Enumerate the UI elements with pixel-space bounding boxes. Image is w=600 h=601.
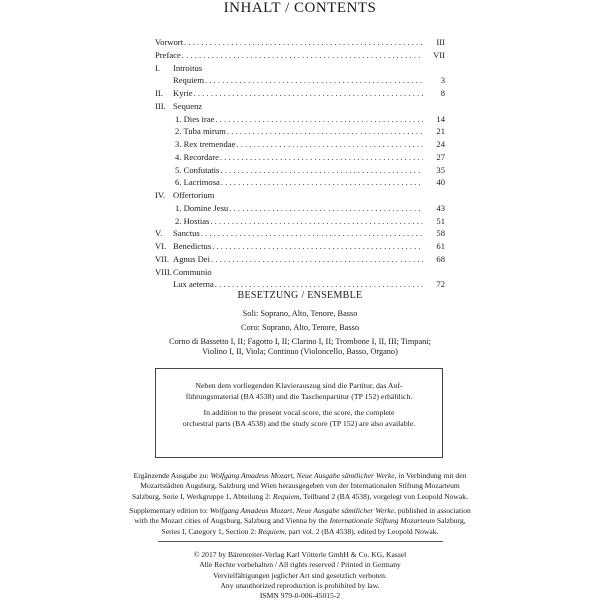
toc-page-number: 24: [436, 139, 445, 149]
notice-german: [166, 381, 432, 402]
toc-page-number: VII: [433, 49, 445, 60]
toc-entry: [175, 151, 445, 164]
toc-row: [155, 227, 445, 240]
toc-row: [155, 74, 445, 87]
supp-de-a-rest: , in Verbindung mit den: [394, 471, 467, 480]
toc-row: [155, 36, 445, 49]
toc-entry: [175, 138, 445, 151]
toc-roman-numeral: V.: [155, 228, 163, 239]
toc-page-number: 61: [436, 241, 445, 251]
toc-entry-title: 6. Lacrimosa: [175, 177, 220, 188]
toc-leader-dots: [236, 138, 423, 151]
toc-section-heading: Introitus: [173, 62, 203, 73]
ensemble-coro: Coro: Soprano, Alto, Tenore, Basso: [241, 323, 359, 332]
toc-row: [155, 151, 445, 164]
reproduction-notice-de: Vervielfältigungen jeglicher Art sind gesetzlich verboten.: [213, 570, 387, 580]
toc-leader-dots: [211, 253, 423, 266]
toc-leader-dots: [210, 215, 423, 228]
toc-page-number: 43: [436, 202, 445, 213]
toc-leader-dots: [220, 151, 423, 164]
toc-roman-numeral: I.: [155, 62, 161, 73]
toc-page-number: 51: [436, 215, 445, 226]
supp-en-a: Supplementary edition to:: [129, 506, 210, 515]
supp-en-b-rest: Salzburg,: [435, 516, 466, 526]
copyright-block: [0, 550, 600, 601]
toc-entry-title: Benedictus: [173, 241, 212, 251]
ismn: ISMN 979-0-006-45015-2: [259, 591, 341, 601]
toc-entry: [173, 87, 445, 100]
toc-roman-numeral: III.: [155, 100, 166, 111]
toc-row: [155, 87, 445, 100]
toc-page-number: 68: [436, 253, 445, 264]
toc-leader-dots: [227, 125, 423, 138]
toc-row: [155, 100, 445, 113]
supp-de-c-rest: , Teilband 2 (BA 4538), vorgelegt von Leopold Nowak.: [299, 491, 468, 501]
supp-de-a-em: Wolfgang Amadeus Mozart, Neue Ausgabe sämtlicher Werke: [210, 471, 395, 480]
toc-page-number: 14: [436, 113, 445, 124]
toc-row: [155, 266, 445, 279]
toc-page-number: 8: [440, 88, 445, 98]
toc-entry-title: 1. Domine Jesu: [175, 202, 229, 213]
page-title: INHALT / CONTENTS: [223, 0, 377, 16]
toc-roman-numeral: VII.: [155, 253, 170, 264]
toc-entry: [175, 125, 445, 138]
availability-notice: [155, 368, 443, 458]
notice-english-line2: orchestral parts (BA 4538) and the study score (TP 152) are also available.: [182, 418, 416, 428]
toc-entry-title: 2. Hostias: [175, 215, 210, 226]
toc-leader-dots: [201, 227, 423, 240]
ensemble-instruments-line2: Violino I, II, Viola; Continuo (Violoncello, Basso, Organo): [202, 347, 398, 356]
supp-de-c-em: Requiem: [272, 491, 300, 501]
toc-section-heading: Communio: [173, 266, 212, 277]
toc-leader-dots: [184, 36, 423, 49]
toc-page-number: 35: [436, 164, 445, 175]
toc-row: [155, 138, 445, 151]
supp-en-a-rest: , published in association: [394, 506, 471, 515]
toc-entry-title: Sanctus: [173, 228, 200, 239]
toc-row: [155, 215, 445, 228]
toc-page-number: III: [436, 37, 445, 47]
toc-entry-title: Lux aeterna: [173, 279, 214, 290]
toc-row: [155, 49, 445, 62]
supplementary-note-english: [110, 506, 490, 537]
toc-entry-title: 1. Dies irae: [175, 113, 215, 124]
toc-entry-title: Preface: [155, 49, 181, 60]
ensemble-title: BESETZUNG / ENSEMBLE: [237, 290, 363, 301]
toc-roman-numeral: IV.: [155, 190, 166, 200]
supp-en-a-em: Wolfgang Amadeus Mozart, Neue Ausgabe sämtlicher Werke: [209, 506, 395, 515]
toc-entry-title: 4. Recordare: [175, 151, 219, 162]
toc-leader-dots: [220, 164, 423, 177]
toc-entry: [175, 113, 445, 126]
toc-entry: [173, 240, 445, 253]
toc-entry-title: 2. Tuba mirum: [175, 126, 226, 137]
toc-entry-title: 3. Rex tremendae: [175, 139, 236, 149]
toc-entry: [173, 253, 445, 266]
toc-roman-numeral: VIII.: [155, 266, 172, 277]
divider-rule: [158, 541, 443, 542]
ensemble-instruments-line1: Corno di Bassetto I, II; Fagotto I, II; Clarino I, II; Trombone I, II, III; Timpani;: [169, 337, 431, 346]
notice-english: [166, 408, 432, 429]
toc-page-number: 58: [436, 228, 445, 239]
toc-entry: [175, 164, 445, 177]
toc-row: [155, 202, 445, 215]
toc-entry: [173, 227, 445, 240]
toc-section-heading: Offertorium: [173, 190, 215, 200]
toc-page-number: 21: [436, 126, 445, 137]
table-of-contents: [155, 36, 445, 291]
toc-leader-dots: [182, 49, 423, 62]
copyright-line: © 2017 by Bärenreiter-Verlag Karl Vötterle GmbH & Co. KG, Kassel: [193, 550, 407, 559]
supp-en-b-em: Internationale Stiftung Mozarteum: [329, 516, 436, 526]
toc-entry-title: Agnus Dei: [173, 253, 210, 264]
supp-de-a: Ergänzende Ausgabe zu:: [133, 471, 211, 480]
toc-entry: [175, 176, 445, 189]
notice-english-line1: In addition to the present vocal score, the score, the complete: [203, 408, 395, 417]
toc-leader-dots: [194, 87, 423, 100]
toc-entry: [173, 74, 445, 87]
toc-entry: [175, 202, 445, 215]
toc-section-heading: Sequenz: [173, 100, 203, 111]
toc-page-number: 40: [436, 177, 445, 188]
rights-line: Alle Rechte vorbehalten / All rights reserved / Printed in Germany: [199, 560, 401, 570]
toc-leader-dots: [215, 113, 423, 126]
supp-de-b: Mozartstädten Augsburg, Salzburg und Wien herausgegeben von der Internationalen Stiftung Mozarteum: [140, 481, 460, 491]
toc-row: [155, 164, 445, 177]
toc-row: [155, 189, 445, 202]
supp-en-c-em: Requiem: [258, 526, 285, 536]
toc-roman-numeral: VI.: [155, 241, 167, 251]
toc-page-number: 27: [436, 151, 445, 162]
toc-leader-dots: [221, 176, 423, 189]
toc-entry: [175, 215, 445, 228]
toc-row: [155, 113, 445, 126]
toc-row: [155, 176, 445, 189]
toc-row: [155, 125, 445, 138]
supp-en-b-pre: with the Mozart cities of Augsburg, Salzburg and Vienna by the: [134, 516, 330, 526]
toc-leader-dots: [205, 74, 423, 87]
toc-row: [155, 240, 445, 253]
toc-page-number: 72: [436, 279, 445, 290]
supp-de-c: Salzburg, Serie I, Werkgruppe 1, Abteilung 2:: [132, 491, 273, 501]
supp-en-c: Series I, Category 1, Section 2:: [161, 526, 259, 536]
toc-roman-numeral: II.: [155, 88, 163, 98]
toc-leader-dots: [212, 240, 423, 253]
toc-entry-title: Kyrie: [173, 88, 193, 98]
notice-german-line2: führungsmaterial (BA 4538) und die Taschenpartitur (TP 152) erhältlich.: [185, 391, 413, 401]
toc-page-number: 3: [440, 75, 445, 86]
toc-entry: [155, 49, 445, 62]
toc-leader-dots: [229, 202, 423, 215]
toc-row: [155, 253, 445, 266]
ensemble-soli: Soli: Soprano, Alto, Tenore, Basso: [242, 309, 358, 318]
toc-entry-title: 5. Confutatis: [175, 164, 220, 175]
toc-entry: [155, 36, 445, 49]
supp-en-c-rest: , part vol. 2 (BA 4538), edited by Leopold Nowak.: [284, 526, 439, 536]
reproduction-notice-en: Any unauthorized reproduction is prohibited by law.: [220, 580, 380, 590]
toc-entry-title: Vorwort: [155, 37, 184, 47]
toc-entry-title: Requiem: [173, 75, 205, 86]
notice-german-line1: Neben dem vorliegenden Klavierauszug sind die Partitur, das Auf-: [195, 381, 403, 390]
toc-row: [155, 62, 445, 75]
supplementary-note-german: [110, 471, 490, 502]
